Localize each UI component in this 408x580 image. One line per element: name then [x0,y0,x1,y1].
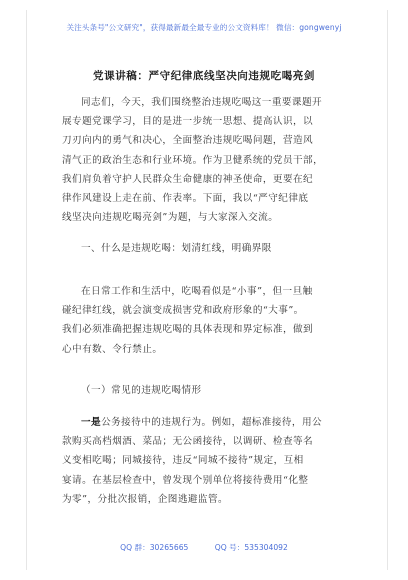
paragraph-definition [62,282,362,359]
text-line: 款购买高档烟酒、菜品；无公函接待，以调研、检查等名 [62,436,314,448]
document-title: 党课讲稿：严守纪律底线坚决向违规吃喝亮剑 [93,70,315,82]
text-line: 在日常工作和生活中，吃喝看似是“小事”，但一旦触 [81,286,313,297]
subsection-heading-1: （一）常见的违规吃喝情形 [81,385,202,396]
text-line: 心中有数、令行禁止。 [62,343,163,355]
footer-contact [0,542,408,553]
text-line: 义变相吃喝；同城接待，违反“同城不接待”规定，互相 [62,455,304,467]
text-line: 我们肩负着守护人民群众生命健康的神圣使命，更要在纪 [62,173,314,185]
text-line: 宴请。在基层检查中，曾发现个别单位将接待费用“化整 [62,474,309,486]
text-line: 展专题党课学习，目的是进一步统一思想、提高认识，以 [62,116,314,128]
text-line: 清气正的政治生态和行业环境。作为卫健系统的党员干部， [62,154,324,166]
text-line: 碰纪律红线，就会演变成损害党和政府形象的“大事”。 [62,305,304,317]
text-line: 刀刃向内的勇气和决心，全面整治违规吃喝问题，营造风 [62,135,314,147]
text-line [62,413,362,432]
text-line: 我们必须准确把握违规吃喝的具体表现和界定标准，做到 [62,324,314,336]
text-line: 律作风建设上走在前、作表率。下面，我以“严守纪律底 [62,193,309,205]
paragraph-cases [62,413,362,509]
text-line: 线坚决向违规吃喝亮剑”为题，与大家深入交流。 [62,212,279,224]
footer-qq-group: QQ 群：30265665 [120,543,189,552]
paragraph-intro [62,93,362,227]
footer-qq-number: QQ 号：535304092 [214,543,288,552]
lead-emphasis: 一是 [81,417,102,428]
section-heading-1: 一、什么是违规吃喝：划清红线，明确界限 [81,243,272,254]
header-promo-text: 关注头条号"公文研究"，获得最新最全最专业的公文资料库！ 微信：gongwenyj [66,23,342,32]
text-line: 为零”，分批次报销，企图逃避监管。 [62,493,229,505]
text-segment: 公务接待中的违规行为。例如，超标准接待，用公 [101,417,323,428]
text-line: 同志们，今天，我们围绕整治违规吃喝这一重要课题开 [81,97,323,108]
